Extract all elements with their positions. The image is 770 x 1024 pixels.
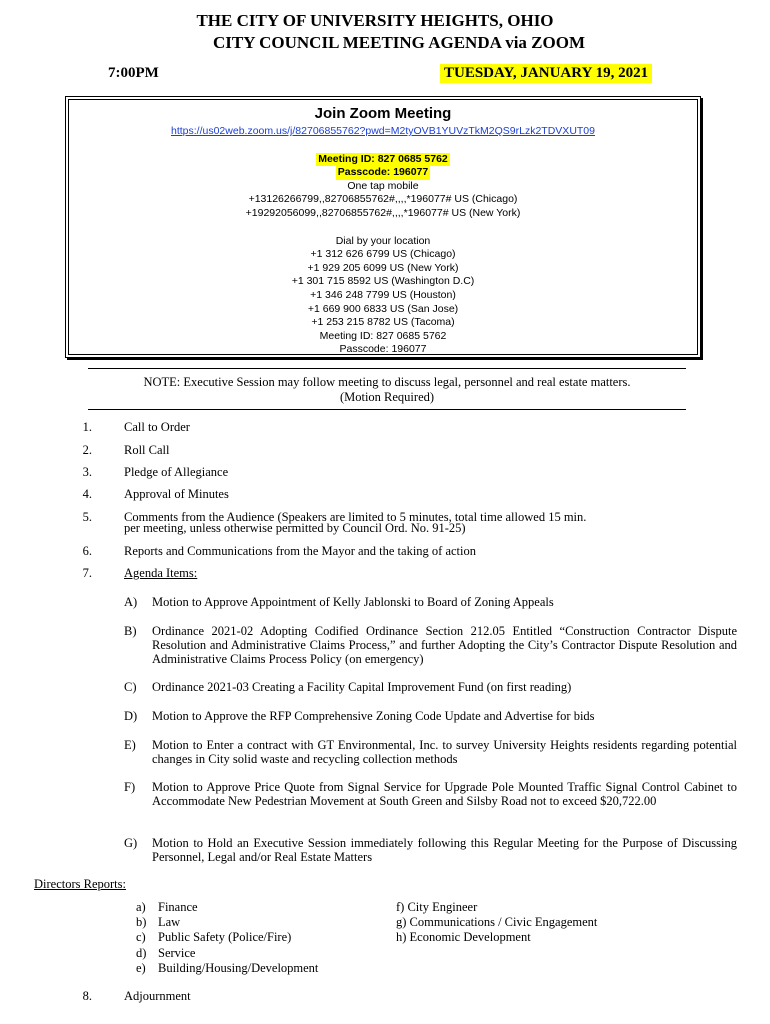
agenda-text: Reports and Communications from the Mayor and the taking of action <box>124 544 477 558</box>
agenda-title: CITY COUNCIL MEETING AGENDA via ZOOM <box>213 33 585 52</box>
subitem-text: Ordinance 2021-03 Creating a Facility Capital Improvement Fund (on first reading) <box>152 680 572 694</box>
subitem-text: Motion to Approve Price Quote from Signal Service for Upgrade Pole Mounted Traffic Signal Control Cabinet to Accommodate New Pedestrian Movement at South Green and Silsby Road not to exceed $20,722.00 <box>152 780 737 808</box>
zoom-link[interactable]: https://us02web.zoom.us/j/82706855762?pwd=M2tyOVB1YUVzTkM2QS9rLzk2TDVXUT09 <box>170 125 595 137</box>
agenda-subitem <box>124 624 737 666</box>
subitem-label: G) <box>124 836 138 850</box>
agenda-text: Agenda Items: <box>124 566 198 580</box>
agenda-number: 8. <box>82 989 92 1003</box>
subitem-label: A) <box>124 595 138 609</box>
one-tap-number: +13126266799,,82706855762#,,,,*196077# US (Chicago) <box>248 193 518 206</box>
passcode-highlight: Passcode: 196077 <box>337 166 429 179</box>
agenda-subitem <box>124 709 737 723</box>
one-tap-label: One tap mobile <box>347 179 419 192</box>
city-title: THE CITY OF UNIVERSITY HEIGHTS, OHIO <box>196 11 554 30</box>
dial-number: +1 301 715 8592 US (Washington D.C) <box>291 275 475 288</box>
directors-left-column <box>136 900 318 976</box>
agenda-number: 4. <box>82 487 92 501</box>
note-line: NOTE: Executive Session may follow meeting to discuss legal, personnel and real estate matters. <box>143 375 631 389</box>
agenda-text: Call to Order <box>124 420 190 434</box>
agenda-subitem <box>124 836 737 864</box>
meeting-date: TUESDAY, JANUARY 19, 2021 <box>440 64 652 83</box>
subitem-label: C) <box>124 680 137 694</box>
directors-reports-title: Directors Reports: <box>34 877 126 891</box>
director-report-item: c) Public Safety (Police/Fire) <box>136 930 292 945</box>
one-tap-number: +19292056099,,82706855762#,,,,*196077# US (New York) <box>245 206 521 219</box>
subitem-label: B) <box>124 624 137 638</box>
subitem-label: E) <box>124 738 136 752</box>
agenda-text: per meeting, unless otherwise permitted by Council Ord. No. 91-25) <box>124 521 466 535</box>
agenda-text: Roll Call <box>124 443 170 457</box>
agenda-number: 7. <box>82 566 92 580</box>
agenda-subitem <box>124 780 737 808</box>
agenda-subitem <box>124 595 737 609</box>
zoom-info-box <box>65 96 701 358</box>
agenda-number: 1. <box>82 420 92 434</box>
executive-session-note <box>88 368 686 410</box>
subitem-text: Motion to Approve the RFP Comprehensive Zoning Code Update and Advertise for bids <box>152 709 595 723</box>
subitem-text: Motion to Enter a contract with GT Environmental, Inc. to survey University Heights residents regarding potential changes in City solid waste and recycling collection methods <box>152 738 737 766</box>
meeting-id: Meeting ID: 827 0685 5762 <box>319 329 447 342</box>
dial-number: +1 253 215 8782 US (Tacoma) <box>311 316 455 329</box>
dial-number: +1 929 205 6099 US (New York) <box>307 261 459 274</box>
passcode: Passcode: 196077 <box>339 343 427 356</box>
dial-number: +1 669 900 6833 US (San Jose) <box>307 302 459 315</box>
agenda-subitem <box>124 738 737 766</box>
director-report-item: h) Economic Development <box>396 930 531 945</box>
director-report-item: a) Finance <box>136 900 198 914</box>
director-report-item: f) City Engineer <box>396 900 478 914</box>
agenda-text: Adjournment <box>124 989 191 1003</box>
agenda-text: Comments from the Audience (Speakers are limited to 5 minutes, total time allowed 15 min. <box>124 510 587 524</box>
meeting-time: 7:00PM <box>108 65 159 81</box>
director-report-item: e) Building/Housing/Development <box>136 960 319 975</box>
director-report-item: d) Service <box>136 945 196 960</box>
agenda-text: Pledge of Allegiance <box>124 465 229 479</box>
subitem-label: D) <box>124 709 138 723</box>
agenda-subitem <box>124 680 737 694</box>
dial-number: +1 312 626 6799 US (Chicago) <box>310 248 456 261</box>
subitem-text: Motion to Hold an Executive Session immediately following this Regular Meeting for the Purpose of Discussing Personnel, Legal and/or Real Estate Matters <box>152 836 737 864</box>
subitem-text: Ordinance 2021-02 Adopting Codified Ordinance Section 212.05 Entitled “Construction Contractor Dispute Resolution and Administrative Claims Process,” and further Adopting the City’s Contractor Dispute Resolution and Administrative Claims Process Policy (on emergency) <box>152 624 737 666</box>
dial-number: +1 346 248 7799 US (Houston) <box>310 288 456 301</box>
zoom-title: Join Zoom Meeting <box>314 105 452 122</box>
meeting-id-highlight: Meeting ID: 827 0685 5762 <box>318 152 448 165</box>
subitem-text: Motion to Approve Appointment of Kelly Jablonski to Board of Zoning Appeals <box>152 595 554 609</box>
agenda-number: 5. <box>82 510 92 524</box>
director-report-item: g) Communications / Civic Engagement <box>396 915 598 930</box>
agenda-number: 2. <box>82 443 92 457</box>
agenda-text: Approval of Minutes <box>124 487 229 501</box>
directors-right-column <box>396 900 597 946</box>
dial-label: Dial by your location <box>335 234 431 247</box>
agenda-number: 3. <box>82 465 92 479</box>
subitem-label: F) <box>124 780 136 794</box>
director-report-item: b) Law <box>136 915 181 930</box>
agenda-number: 6. <box>82 544 92 558</box>
note-line: (Motion Required) <box>339 390 435 404</box>
